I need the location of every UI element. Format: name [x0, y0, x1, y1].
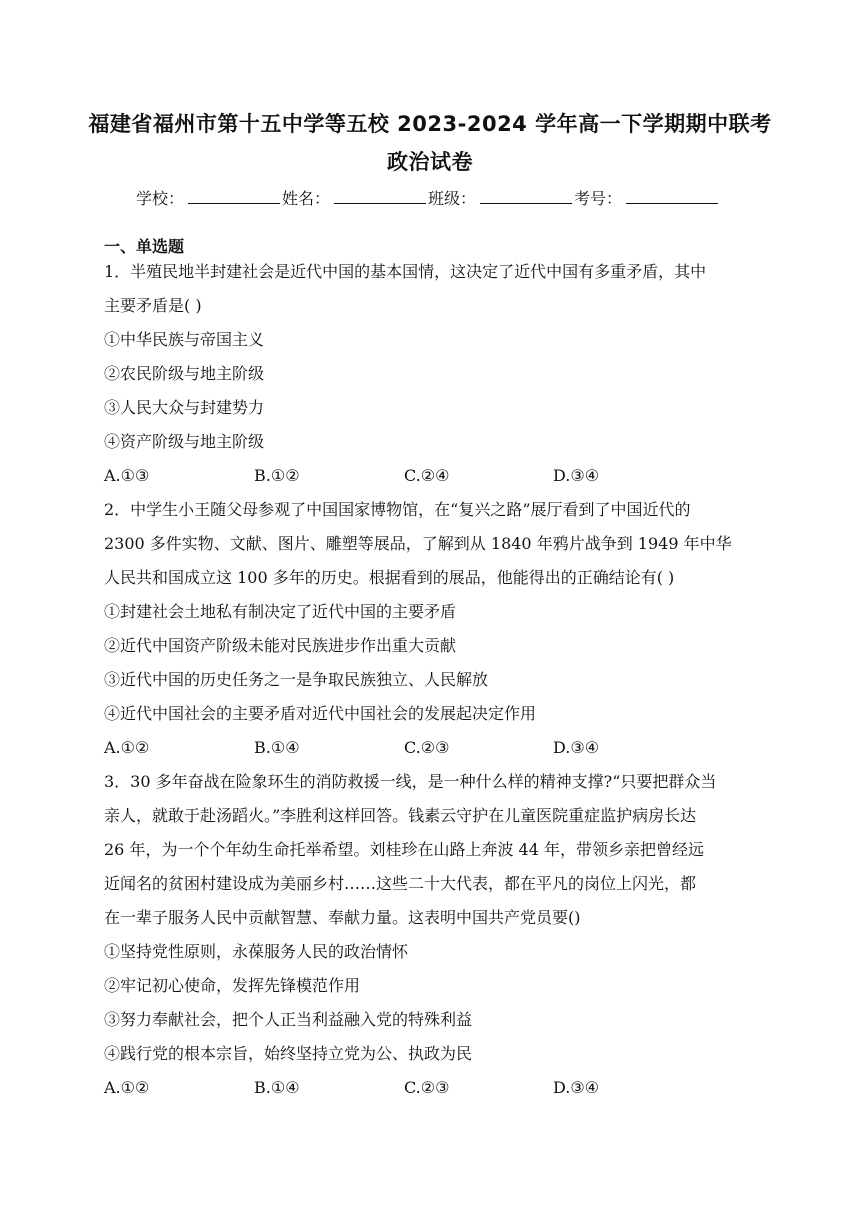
- student-info-row: [136, 186, 720, 209]
- question-1-item: ①中华民族与帝国主义: [104, 330, 265, 349]
- question-1-option-c: C.②④: [404, 466, 450, 485]
- question-2-item: ④近代中国社会的主要矛盾对近代中国社会的发展起决定作用: [104, 704, 537, 723]
- question-3-line: 3．30 多年奋战在险象环生的消防救援一线，是一种什么样的精神支撑?“只要把群众当: [104, 772, 717, 791]
- question-3-line: 亲人，就敢于赴汤蹈火。”李胜利这样回答。钱素云守护在儿童医院重症监护病房长达: [104, 806, 697, 825]
- question-2-item: ①封建社会土地私有制决定了近代中国的主要矛盾: [104, 602, 457, 621]
- question-3-item: ③努力奉献社会，把个人正当利益融入党的特殊利益: [104, 1010, 473, 1029]
- question-2-line: 2300 多件实物、文献、图片、雕塑等展品，了解到从 1840 年鸦片战争到 1949 年中华: [104, 534, 732, 553]
- exam-no-label: 考号：: [574, 189, 623, 208]
- question-2-option-b: B.①④: [254, 738, 300, 757]
- question-1-line: 主要矛盾是( ): [104, 296, 202, 315]
- question-1-item: ②农民阶级与地主阶级: [104, 364, 265, 383]
- exam-title-line1: 福建省福州市第十五中学等五校 2023-2024 学年高一下学期期中联考: [88, 112, 772, 136]
- question-1-option-b: B.①②: [254, 466, 300, 485]
- question-2-line: 人民共和国成立这 100 多年的历史。根据看到的展品，他能得出的正确结论有( ): [104, 568, 675, 587]
- question-1-option-d: D.③④: [553, 466, 600, 485]
- question-2-option-d: D.③④: [553, 738, 600, 757]
- section-heading: 一、单选题: [104, 237, 185, 256]
- question-3-option-a: A.①②: [104, 1078, 150, 1097]
- question-2-item: ②近代中国资产阶级未能对民族进步作出重大贡献: [104, 636, 457, 655]
- name-label: 姓名：: [282, 189, 331, 208]
- question-1-item: ③人民大众与封建势力: [104, 398, 265, 417]
- question-3-option-b: B.①④: [254, 1078, 300, 1097]
- question-3-item: ②牢记初心使命，发挥先锋模范作用: [104, 976, 361, 995]
- question-3-line: 在一辈子服务人民中贡献智慧、奉献力量。这表明中国共产党员要(): [104, 908, 581, 927]
- question-2-option-a: A.①②: [104, 738, 150, 757]
- school-blank: [188, 189, 280, 204]
- question-2-item: ③近代中国的历史任务之一是争取民族独立、人民解放: [104, 670, 489, 689]
- question-1-option-a: A.①③: [104, 466, 150, 485]
- school-label: 学校：: [136, 189, 185, 208]
- question-3-option-d: D.③④: [553, 1078, 600, 1097]
- question-3-option-c: C.②③: [404, 1078, 450, 1097]
- exam-title-line2: 政治试卷: [387, 150, 473, 174]
- class-blank: [480, 189, 572, 204]
- question-1-item: ④资产阶级与地主阶级: [104, 432, 265, 451]
- question-2-option-c: C.②③: [404, 738, 450, 757]
- class-label: 班级：: [428, 189, 477, 208]
- question-3-item: ①坚持党性原则，永葆服务人民的政治情怀: [104, 942, 409, 961]
- question-3-line: 近闻名的贫困村建设成为美丽乡村……这些二十大代表，都在平凡的岗位上闪光，都: [104, 874, 697, 893]
- question-1-line: 1．半殖民地半封建社会是近代中国的基本国情，这决定了近代中国有多重矛盾，其中: [104, 262, 707, 281]
- question-2-line: 2．中学生小王随父母参观了中国国家博物馆，在“复兴之路”展厅看到了中国近代的: [104, 500, 691, 519]
- question-3-line: 26 年，为一个个年幼生命托举希望。刘桂珍在山路上奔波 44 年，带领乡亲把曾经远: [104, 840, 704, 859]
- exam-no-blank: [626, 189, 718, 204]
- question-3-item: ④践行党的根本宗旨，始终坚持立党为公、执政为民: [104, 1044, 473, 1063]
- name-blank: [334, 189, 426, 204]
